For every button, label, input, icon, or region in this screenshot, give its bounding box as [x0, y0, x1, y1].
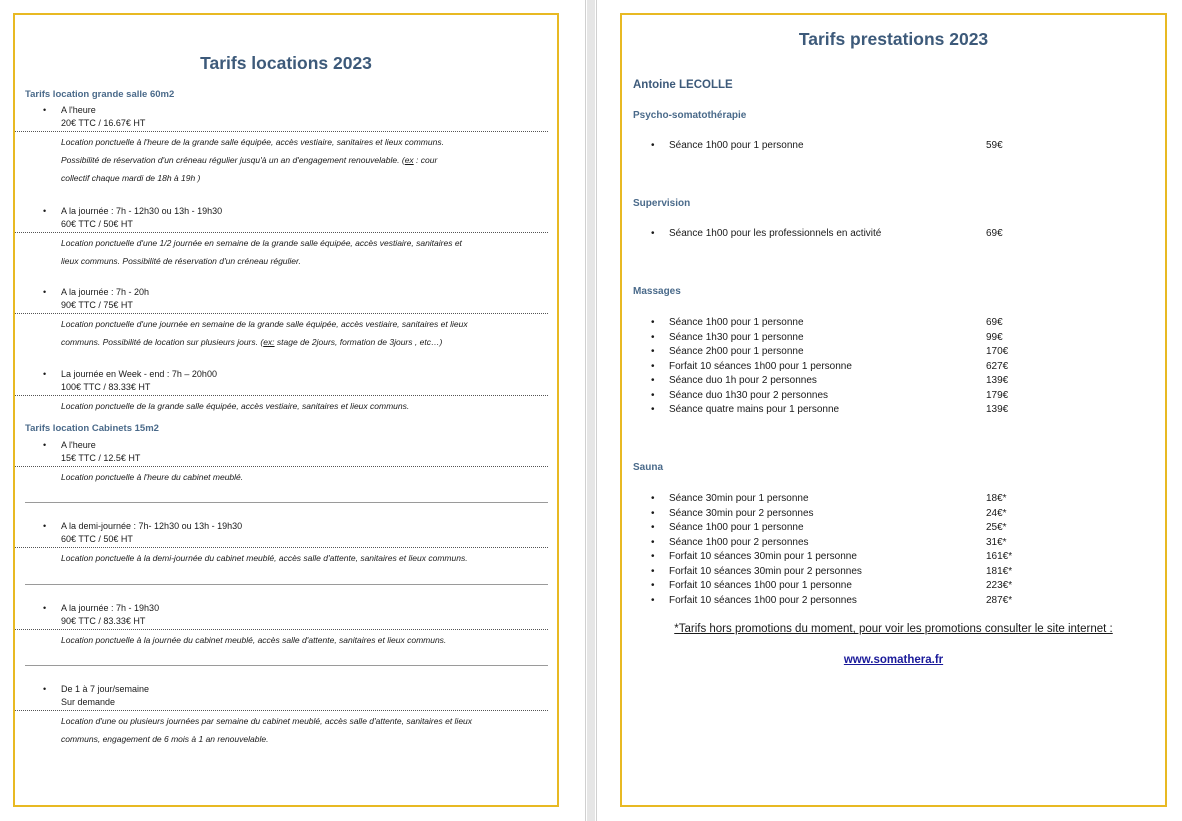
price-row [622, 521, 1165, 536]
desc-line: Location ponctuelle à la demi-journée du cabinet meublé, accès salle d'attente, sanitaires et lieux communs. [61, 553, 468, 563]
page-title: Tarifs prestations 2023 [798, 29, 989, 49]
item-name: A la journée : 7h - 20h [61, 287, 150, 297]
gutter-edge [596, 0, 597, 821]
desc-line: Location ponctuelle d'une 1/2 journée en semaine de la grande salle équipée, accès vestiaire, sanitaires et [61, 238, 462, 248]
bullet-icon: • [43, 684, 47, 694]
bullet-icon: • [651, 317, 655, 328]
price-row [622, 316, 1165, 331]
section-heading-massages: Massages [633, 286, 681, 297]
bullet-icon: • [651, 389, 655, 401]
price-list [622, 227, 1165, 242]
service-label: Séance 1h00 pour 1 personne [669, 317, 804, 328]
promo-note: *Tarifs hors promotions du moment, pour voir les promotions consulter le site internet : [674, 623, 1113, 635]
desc-line [61, 333, 551, 351]
price-row [622, 360, 1165, 375]
bullet-icon: • [651, 594, 655, 606]
service-label: Séance quatre mains pour 1 personne [669, 404, 840, 415]
price-row [622, 565, 1165, 580]
item-price: 60€ TTC / 50€ HT [15, 533, 548, 549]
bullet-icon: • [43, 206, 47, 216]
section-heading-sauna: Sauna [633, 462, 664, 473]
service-price: 161€* [986, 551, 1013, 562]
bullet-icon: • [651, 360, 655, 372]
price-row [622, 594, 1165, 609]
divider [25, 665, 548, 666]
price-row [622, 492, 1165, 507]
bullet-icon: • [651, 493, 655, 504]
list-item [15, 602, 561, 649]
desc-line: Location ponctuelle d'une journée en semaine de la grande salle équipée, accès vestiaire, sanitaires et lieux [61, 319, 468, 329]
bullet-icon: • [651, 331, 655, 343]
bullet-icon: • [43, 521, 47, 531]
desc-line: Location ponctuelle de la grande salle équipée, accès vestiaire, sanitaires et lieux communs. [61, 401, 410, 411]
desc-line: Location d'une ou plusieurs journées par semaine du cabinet meublé, accès salle d'attente, sanitaires et lieux [61, 716, 473, 726]
service-label: Forfait 10 séances 1h00 pour 1 personne [669, 580, 852, 591]
bullet-icon: • [43, 105, 47, 115]
bullet-icon: • [651, 522, 655, 533]
desc-text: : cour [413, 155, 438, 165]
service-label: Séance 1h00 pour 2 personnes [669, 536, 809, 548]
desc-line: collectif chaque mardi de 18h à 19h ) [61, 173, 201, 183]
price-row [622, 579, 1165, 594]
service-label: Séance duo 1h30 pour 2 personnes [669, 389, 829, 401]
section-heading-grande-salle: Tarifs location grande salle 60m2 [25, 89, 175, 100]
service-label: Séance 1h00 pour les professionnels en activité [669, 228, 882, 239]
desc-line: Location ponctuelle à la journée du cabinet meublé, accès salle d'attente, sanitaires et lieux communs. [61, 635, 447, 645]
service-label: Séance 1h30 pour 1 personne [669, 331, 804, 343]
item-price: 20€ TTC / 16.67€ HT [15, 117, 548, 133]
item-description [15, 133, 561, 187]
list-item [15, 286, 561, 351]
item-name: A l'heure [61, 440, 96, 450]
service-label: Forfait 10 séances 30min pour 2 personnes [669, 565, 862, 577]
list-item [15, 520, 561, 567]
price-row [622, 345, 1165, 360]
practitioner-name: Antoine LECOLLE [633, 79, 733, 91]
service-label: Séance 1h00 pour 1 personne [669, 140, 804, 151]
item-description [15, 549, 561, 567]
desc-abbrev: ex [404, 155, 414, 165]
bullet-icon: • [651, 228, 655, 239]
item-price: 90€ TTC / 75€ HT [15, 299, 548, 315]
item-price: Sur demande [15, 696, 548, 712]
service-price: 627€ [986, 360, 1009, 372]
service-price: 25€* [986, 522, 1007, 533]
price-row [622, 536, 1165, 551]
desc-line: communs, engagement de 6 mois à 1 an renouvelable. [61, 734, 269, 744]
bullet-icon: • [43, 603, 47, 613]
service-price: 99€ [986, 331, 1003, 343]
item-name: A la journée : 7h - 12h30 ou 13h - 19h30 [61, 206, 223, 216]
bullet-icon: • [43, 369, 47, 379]
service-price: 24€* [986, 507, 1007, 519]
desc-text: Possibilité de réservation d'un créneau régulier jusqu'à un an d'engagement renouvelable. ( [61, 155, 405, 165]
service-price: 139€ [986, 375, 1009, 386]
service-label: Forfait 10 séances 1h00 pour 2 personnes [669, 594, 857, 606]
service-price: 287€* [986, 594, 1013, 606]
list-item [15, 439, 561, 486]
service-price: 59€ [986, 140, 1003, 151]
item-description [15, 315, 561, 351]
bullet-icon: • [651, 140, 655, 151]
price-row [622, 507, 1165, 522]
divider [25, 584, 548, 585]
bullet-icon: • [43, 440, 47, 450]
service-price: 170€ [986, 346, 1009, 357]
price-list [622, 139, 1165, 154]
service-price: 179€ [986, 389, 1009, 401]
service-price: 31€* [986, 536, 1007, 548]
bullet-icon: • [651, 580, 655, 591]
service-label: Forfait 10 séances 30min pour 1 personne [669, 551, 857, 562]
price-row [622, 550, 1165, 565]
service-price: 69€ [986, 317, 1003, 328]
item-description [15, 397, 561, 415]
desc-line: Location ponctuelle à l'heure de la grande salle équipée, accès vestiaire, sanitaires et lieux communs. [61, 137, 444, 147]
bullet-icon: • [651, 375, 655, 386]
service-price: 139€ [986, 404, 1009, 415]
section-heading-psycho: Psycho-somatothérapie [633, 110, 747, 121]
price-row [622, 139, 1165, 154]
bullet-icon: • [651, 346, 655, 357]
service-label: Séance 2h00 pour 1 personne [669, 346, 804, 357]
bullet-icon: • [651, 565, 655, 577]
desc-line: Location ponctuelle à l'heure du cabinet meublé. [61, 472, 244, 482]
service-label: Séance 30min pour 1 personne [669, 493, 809, 504]
desc-text: communs. Possibilité de location sur plusieurs jours. ( [61, 337, 264, 347]
service-price: 18€* [986, 493, 1007, 504]
list-item [15, 205, 561, 270]
divider [25, 502, 548, 503]
desc-line [61, 151, 551, 169]
price-row [622, 331, 1165, 346]
bullet-icon: • [651, 536, 655, 548]
bullet-icon: • [651, 551, 655, 562]
price-list [622, 492, 1165, 608]
price-row [622, 374, 1165, 389]
item-name: A la demi-journée : 7h- 12h30 ou 13h - 19h30 [61, 521, 243, 531]
service-label: Séance 1h00 pour 1 personne [669, 522, 804, 533]
item-name: De 1 à 7 jour/semaine [61, 684, 150, 694]
item-description [15, 468, 561, 486]
service-price: 69€ [986, 228, 1003, 239]
gutter-edge [585, 0, 586, 821]
item-description [15, 712, 561, 748]
price-row [622, 403, 1165, 418]
list-item [15, 368, 561, 415]
price-row [622, 227, 1165, 242]
desc-line: lieux communs. Possibilité de réservation d'un créneau régulier. [61, 256, 301, 266]
page-locations [13, 13, 559, 807]
item-description [15, 234, 561, 270]
service-label: Séance 30min pour 2 personnes [669, 507, 814, 519]
desc-abbrev: ex: [263, 337, 275, 347]
page-gutter [587, 0, 595, 821]
item-price: 90€ TTC / 83.33€ HT [15, 615, 548, 631]
section-heading-cabinets: Tarifs location Cabinets 15m2 [25, 423, 159, 434]
website-link[interactable]: www.somathera.fr [843, 654, 944, 666]
item-name: A la journée : 7h - 19h30 [61, 603, 160, 613]
page-prestations [620, 13, 1167, 807]
item-description [15, 631, 561, 649]
desc-text: stage de 2jours, formation de 3jours , etc…) [274, 337, 443, 347]
service-label: Séance duo 1h pour 2 personnes [669, 375, 817, 386]
price-list [622, 316, 1165, 418]
item-price: 60€ TTC / 50€ HT [15, 218, 548, 234]
service-price: 181€* [986, 565, 1013, 577]
page-title: Tarifs locations 2023 [200, 53, 372, 73]
list-item [15, 683, 561, 748]
bullet-icon: • [651, 404, 655, 415]
item-name: A l'heure [61, 105, 96, 115]
service-price: 223€* [986, 580, 1013, 591]
bullet-icon: • [651, 507, 655, 519]
item-price: 15€ TTC / 12.5€ HT [15, 452, 548, 468]
price-row [622, 389, 1165, 404]
service-label: Forfait 10 séances 1h00 pour 1 personne [669, 360, 852, 372]
section-heading-supervision: Supervision [633, 198, 691, 209]
bullet-icon: • [43, 287, 47, 297]
item-name: La journée en Week - end : 7h – 20h00 [61, 369, 217, 379]
list-item [15, 104, 561, 187]
item-price: 100€ TTC / 83.33€ HT [15, 381, 548, 397]
